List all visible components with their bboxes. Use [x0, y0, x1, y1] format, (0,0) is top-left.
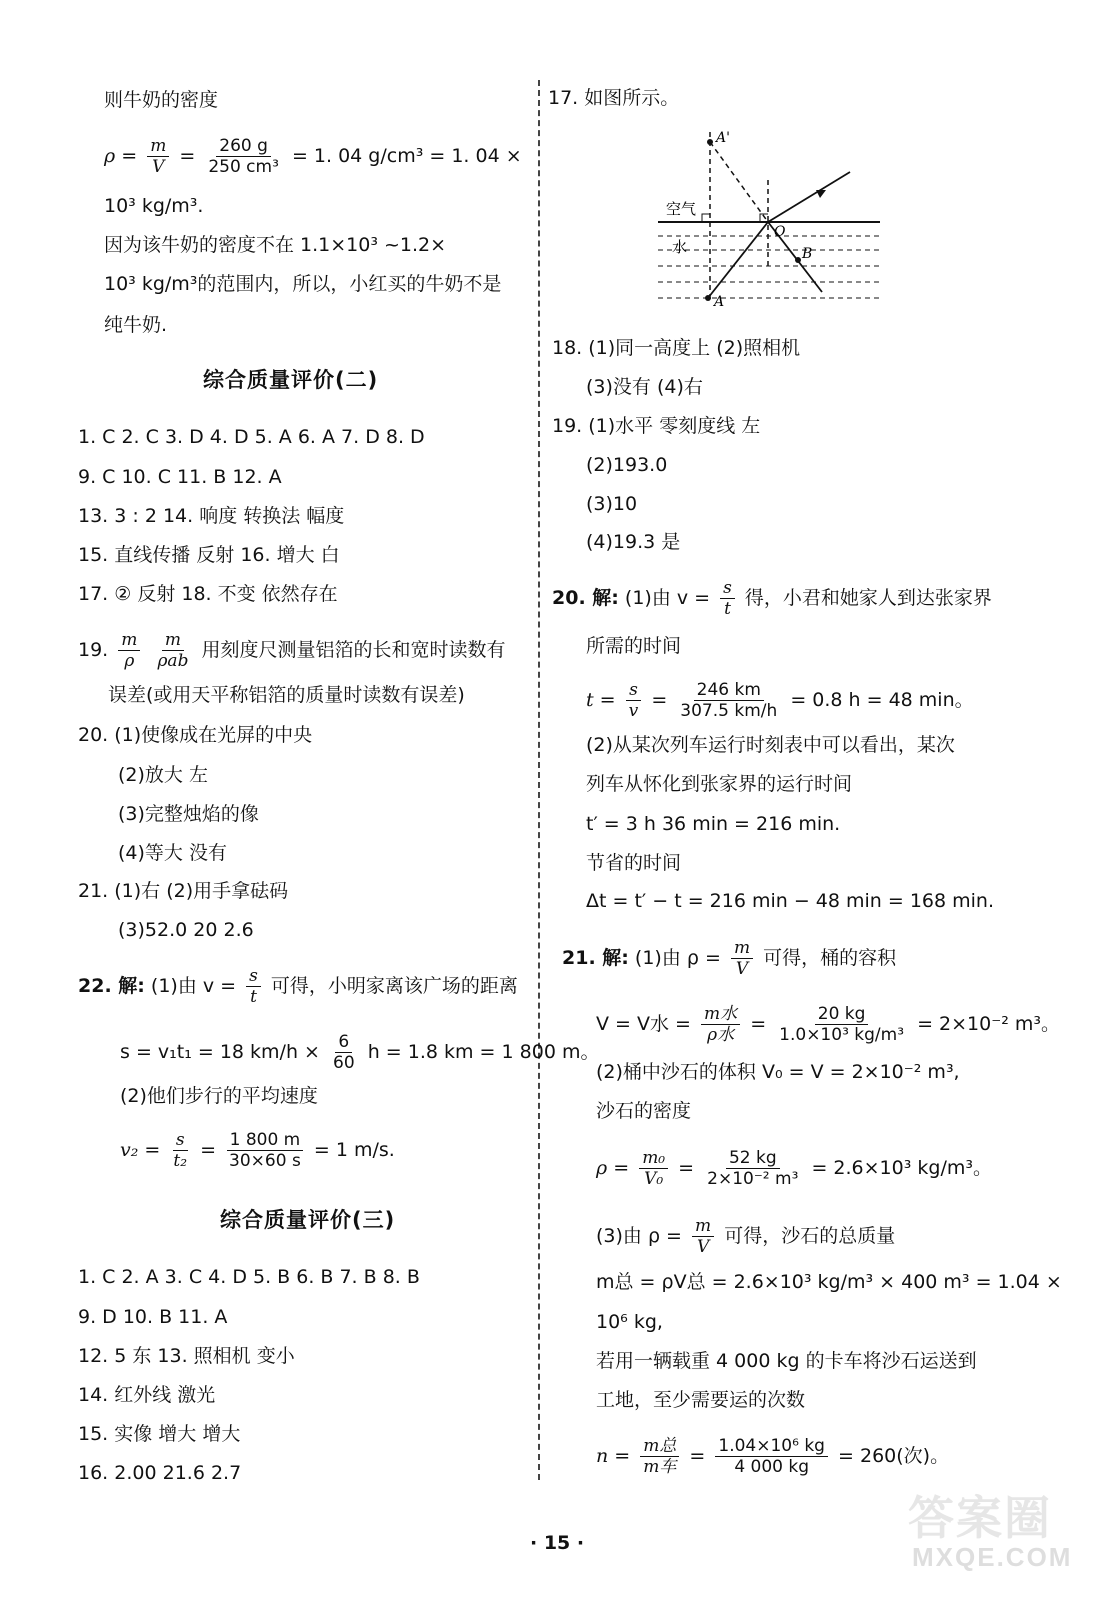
question-17: 17. 如图所示。 — [548, 87, 680, 109]
fraction-denominator: 1.0×10³ kg/m³ — [779, 1025, 905, 1045]
answers3-row-6: 16. 2.00 21.6 2.7 — [78, 1462, 242, 1484]
fraction-numerator: m — [118, 630, 140, 651]
fraction-m-rhoab — [154, 630, 191, 671]
formula-prefix: (1)由 v = — [150, 975, 237, 997]
equals-sign: = — [179, 145, 196, 167]
virtual-ray — [710, 142, 768, 222]
conclusion-line-1: 因为该牛奶的密度不在 1.1×10³ ~1.2× — [104, 234, 447, 256]
fraction-denominator: V — [152, 157, 165, 177]
formula-result: = 0.8 h = 48 min。 — [790, 689, 974, 711]
fraction-6-60 — [330, 1032, 358, 1073]
fraction-numerator: m总 — [640, 1436, 679, 1457]
point-b — [795, 257, 801, 263]
fraction-denominator: t — [724, 599, 731, 619]
fraction-numerator: 52 kg — [726, 1148, 780, 1169]
fraction-values — [704, 1148, 801, 1189]
question-20 — [552, 578, 992, 619]
fraction-values — [677, 680, 780, 721]
fraction-denominator: t — [250, 987, 257, 1007]
fraction-m-rho — [118, 630, 140, 671]
question-20-3: (3)完整烛焰的像 — [118, 803, 259, 825]
fraction-denominator: 2×10⁻² m³ — [707, 1169, 799, 1189]
question-20-line-6: t′ = 3 h 36 min = 216 min. — [586, 813, 841, 835]
fraction-denominator: ρab — [157, 651, 189, 671]
label-a-prime: A' — [716, 130, 730, 146]
fraction-denominator: ρ水 — [707, 1025, 735, 1045]
fraction-values — [776, 1004, 907, 1045]
formula-prefix: v₂ = — [120, 1139, 161, 1161]
answers-row-4: 15. 直线传播 反射 16. 增大 白 — [78, 544, 340, 566]
question-number: 21. 解: — [562, 947, 629, 969]
question-20-line-5: 列车从怀化到张家界的运行时间 — [586, 773, 853, 795]
fraction-numerator: m — [692, 1216, 714, 1237]
fraction-denominator: V — [735, 959, 749, 979]
conclusion-line-2: 10³ kg/m³的范围内，所以，小红买的牛奶不是 — [104, 273, 502, 295]
sand-density-formula: ρ = $\frac{\text{m₀}}{\text{V₀}}$ = $\frac{52 kg}{\text{2×10⁻² m³}}$ = 2.6×10³ kg/m³。 — [596, 1148, 992, 1189]
fraction-numerator: 1 800 m — [227, 1130, 304, 1151]
watermark-bottom-text: MXQE.COM — [912, 1542, 1073, 1572]
page-number: · 15 · — [530, 1532, 585, 1554]
fraction-numerator: s — [246, 966, 261, 987]
formula-result: = 1. 04 g/cm³ = 1. 04 × — [291, 145, 522, 167]
time-formula: t = $\frac{s}{v}$ = $\frac{246 km}{307.5 km/h}$ = 0.8 h = 48 min。 — [586, 680, 974, 721]
formula-prefix: (1)由 v = — [624, 587, 711, 609]
question-20-1: 20. (1)使像成在光屏的中央 — [78, 724, 313, 746]
fraction-numerator: 20 kg — [815, 1004, 869, 1025]
formula-prefix: V = V水 = — [596, 1013, 691, 1035]
answers3-row-5: 15. 实像 增大 增大 — [78, 1423, 241, 1445]
fraction-denominator: V — [696, 1237, 710, 1257]
question-21-2: (3)52.0 20 2.6 — [118, 919, 254, 941]
section-heading-3: 综合质量评价(三) — [220, 1208, 396, 1232]
question-20-line-8: Δt = t′ − t = 216 min − 48 min = 168 min. — [586, 890, 995, 912]
section-heading-2: 综合质量评价(二) — [203, 368, 379, 392]
question-19 — [78, 630, 506, 671]
question-20-line-2: 所需的时间 — [586, 635, 682, 657]
question-22-part-2: (2)他们步行的平均速度 — [120, 1085, 318, 1107]
mass-volume-fraction — [205, 136, 282, 177]
fraction-s-t2 — [170, 1130, 190, 1171]
fraction-mass-density — [701, 1004, 740, 1045]
volume-formula: V = V水 = $\frac{\text{m水}}{\text{ρ水}}$ = $\frac{20 kg}{\text{1.0×10³ kg/m³}}$ = 2×10⁻² m³。 — [596, 1004, 1061, 1045]
label-water: 水 — [672, 238, 688, 256]
total-mass-line: m总 = ρV总 = 2.6×10³ kg/m³ × 400 m³ = 1.04 × — [596, 1271, 1062, 1293]
formula-prefix: t = — [586, 689, 616, 711]
formula-result: = 1 m/s. — [313, 1139, 395, 1161]
point-a-prime — [707, 139, 713, 145]
fraction-numerator: s — [720, 578, 735, 599]
fraction-denominator: 4 000 kg — [734, 1457, 810, 1477]
column-divider — [538, 80, 540, 1480]
truck-line-2: 工地，至少需要运的次数 — [596, 1389, 806, 1411]
question-20-text: 得，小君和她家人到达张家界 — [744, 587, 992, 609]
question-21-1: 21. (1)右 (2)用手拿砝码 — [78, 880, 289, 902]
answers-row-1: 1. C 2. C 3. D 4. D 5. A 6. A 7. D 8. D — [78, 426, 425, 448]
point-a — [705, 295, 711, 301]
truck-line-1: 若用一辆载重 4 000 kg 的卡车将沙石运送到 — [596, 1350, 977, 1372]
right-angle-marker — [702, 214, 710, 222]
question-18-2: (3)没有 (4)右 — [586, 376, 703, 398]
question-19-1: 19. (1)水平 零刻度线 左 — [552, 415, 761, 437]
fraction-denominator: ρ — [124, 651, 135, 671]
question-21-line-4: 沙石的密度 — [596, 1100, 692, 1122]
label-air: 空气 — [666, 200, 697, 218]
question-20-part-2: (2)从某次列车运行时刻表中可以看出，某次 — [586, 734, 955, 756]
distance-formula — [120, 1032, 599, 1073]
fraction-denominator: v — [628, 701, 639, 721]
formula-prefix: s = v₁t₁ = 18 km/h × — [120, 1041, 320, 1063]
question-19-line-2: 误差(或用天平称铝箔的质量时读数有误差) — [108, 684, 465, 706]
formula-prefix: (3)由 ρ = — [596, 1225, 682, 1247]
fraction-numerator: m — [731, 938, 753, 959]
fraction-m-v — [731, 938, 753, 979]
fraction-values — [715, 1436, 828, 1477]
question-number: 20. 解: — [552, 587, 619, 609]
question-20-2: (2)放大 左 — [118, 764, 208, 786]
answers-row-5: 17. ② 反射 18. 不变 依然存在 — [78, 583, 338, 605]
fraction-numerator: 246 km — [694, 680, 764, 701]
watermark-logo — [908, 1482, 1083, 1582]
question-21-part-3-text: 可得，沙石的总质量 — [724, 1225, 896, 1247]
refraction-diagram — [650, 128, 890, 308]
answers-row-2: 9. C 10. C 11. B 12. A — [78, 466, 282, 488]
question-21-part-2: (2)桶中沙石的体积 V₀ = V = 2×10⁻² m³, — [596, 1061, 960, 1083]
fraction-denominator: 60 — [333, 1053, 355, 1073]
formula-prefix: n = — [596, 1445, 631, 1467]
formula-result: h = 1.8 km = 1 800 m。 — [367, 1041, 600, 1063]
fraction-denominator: 250 cm³ — [208, 157, 279, 177]
answers3-row-1: 1. C 2. A 3. C 4. D 5. B 6. B 7. B 8. B — [78, 1266, 420, 1288]
question-20-4: (4)等大 没有 — [118, 842, 227, 864]
question-20-line-7: 节省的时间 — [586, 852, 682, 874]
question-19-3: (3)10 — [586, 493, 638, 515]
fraction-numerator: 6 — [335, 1032, 352, 1053]
milk-density-formula — [104, 136, 522, 177]
answers3-row-4: 14. 红外线 激光 — [78, 1384, 216, 1406]
question-19-4: (4)19.3 是 — [586, 531, 681, 553]
question-22 — [78, 966, 518, 1007]
speed-formula: v₂ = $\frac{s}{\text{t₂}}$ = $\frac{1 800 m}{30\times 60 s}$ = 1 m/s. — [120, 1130, 395, 1171]
fraction-numerator: m₀ — [639, 1148, 668, 1169]
refracted-ray — [768, 172, 850, 222]
fraction-numerator: s — [173, 1130, 188, 1151]
question-21-part-3 — [596, 1216, 895, 1257]
total-mass-unit: 10⁶ kg, — [596, 1311, 663, 1333]
fraction-m0-v0 — [639, 1148, 668, 1189]
question-18-1: 18. (1)同一高度上 (2)照相机 — [552, 337, 801, 359]
fraction-numerator: 260 g — [216, 136, 271, 157]
label-b: B — [802, 246, 813, 262]
fraction-numerator: m水 — [701, 1004, 740, 1025]
label-o: O — [774, 224, 786, 240]
fraction-denominator: V₀ — [644, 1169, 664, 1189]
density-unit-line: 10³ kg/m³. — [104, 195, 204, 217]
fraction-denominator: 307.5 km/h — [680, 701, 778, 721]
question-22-text: 可得，小明家离该广场的距离 — [270, 975, 518, 997]
fraction-s-v — [626, 680, 642, 721]
arrow-icon — [816, 190, 826, 198]
trips-formula: n = $\frac{\text{m总}}{\text{m车}}$ = $\frac{\text{1.04×10⁶ kg}}{4 000 kg}$ = 260(次)。 — [596, 1436, 950, 1477]
question-number: 19. — [78, 639, 109, 661]
fraction-denominator: 30×60 s — [229, 1151, 301, 1171]
question-19-2: (2)193.0 — [586, 454, 668, 476]
fraction-denominator: m车 — [643, 1457, 677, 1477]
incident-ray — [708, 222, 768, 298]
answers-row-3: 13. 3 : 2 14. 响度 转换法 幅度 — [78, 505, 345, 527]
rho-symbol: ρ = — [104, 145, 138, 167]
milk-density-intro: 则牛奶的密度 — [104, 89, 219, 111]
formula-result: = 2.6×10³ kg/m³。 — [811, 1157, 992, 1179]
fraction-numerator: m — [147, 136, 169, 157]
formula-result: = 2×10⁻² m³。 — [917, 1013, 1061, 1035]
fraction-numerator: m — [162, 630, 184, 651]
watermark-top-text: 答案圈 — [908, 1491, 1052, 1545]
fraction-s-t — [720, 578, 735, 619]
fraction-numerator: 1.04×10⁶ kg — [715, 1436, 828, 1457]
question-21-text: 可得，桶的容积 — [763, 947, 897, 969]
fraction-s-t — [246, 966, 261, 1007]
formula-prefix: ρ = — [596, 1157, 630, 1179]
formula-prefix: (1)由 ρ = — [634, 947, 721, 969]
formula-result: = 260(次)。 — [838, 1445, 950, 1467]
fraction-numerator: s — [626, 680, 641, 701]
question-19-text: 用刻度尺测量铝箔的长和宽时读数有 — [201, 639, 506, 661]
conclusion-line-3: 纯牛奶. — [104, 314, 168, 336]
m-over-v-fraction — [147, 136, 169, 177]
fraction-denominator: t₂ — [173, 1151, 188, 1171]
question-number: 22. 解: — [78, 975, 145, 997]
fraction-total-truck — [640, 1436, 679, 1477]
answers3-row-3: 12. 5 东 13. 照相机 变小 — [78, 1345, 295, 1367]
right-angle-marker — [760, 214, 768, 222]
question-21 — [562, 938, 896, 979]
answers3-row-2: 9. D 10. B 11. A — [78, 1306, 228, 1328]
label-a: A — [714, 294, 725, 308]
fraction-m-v — [692, 1216, 714, 1257]
fraction-values — [226, 1130, 304, 1171]
